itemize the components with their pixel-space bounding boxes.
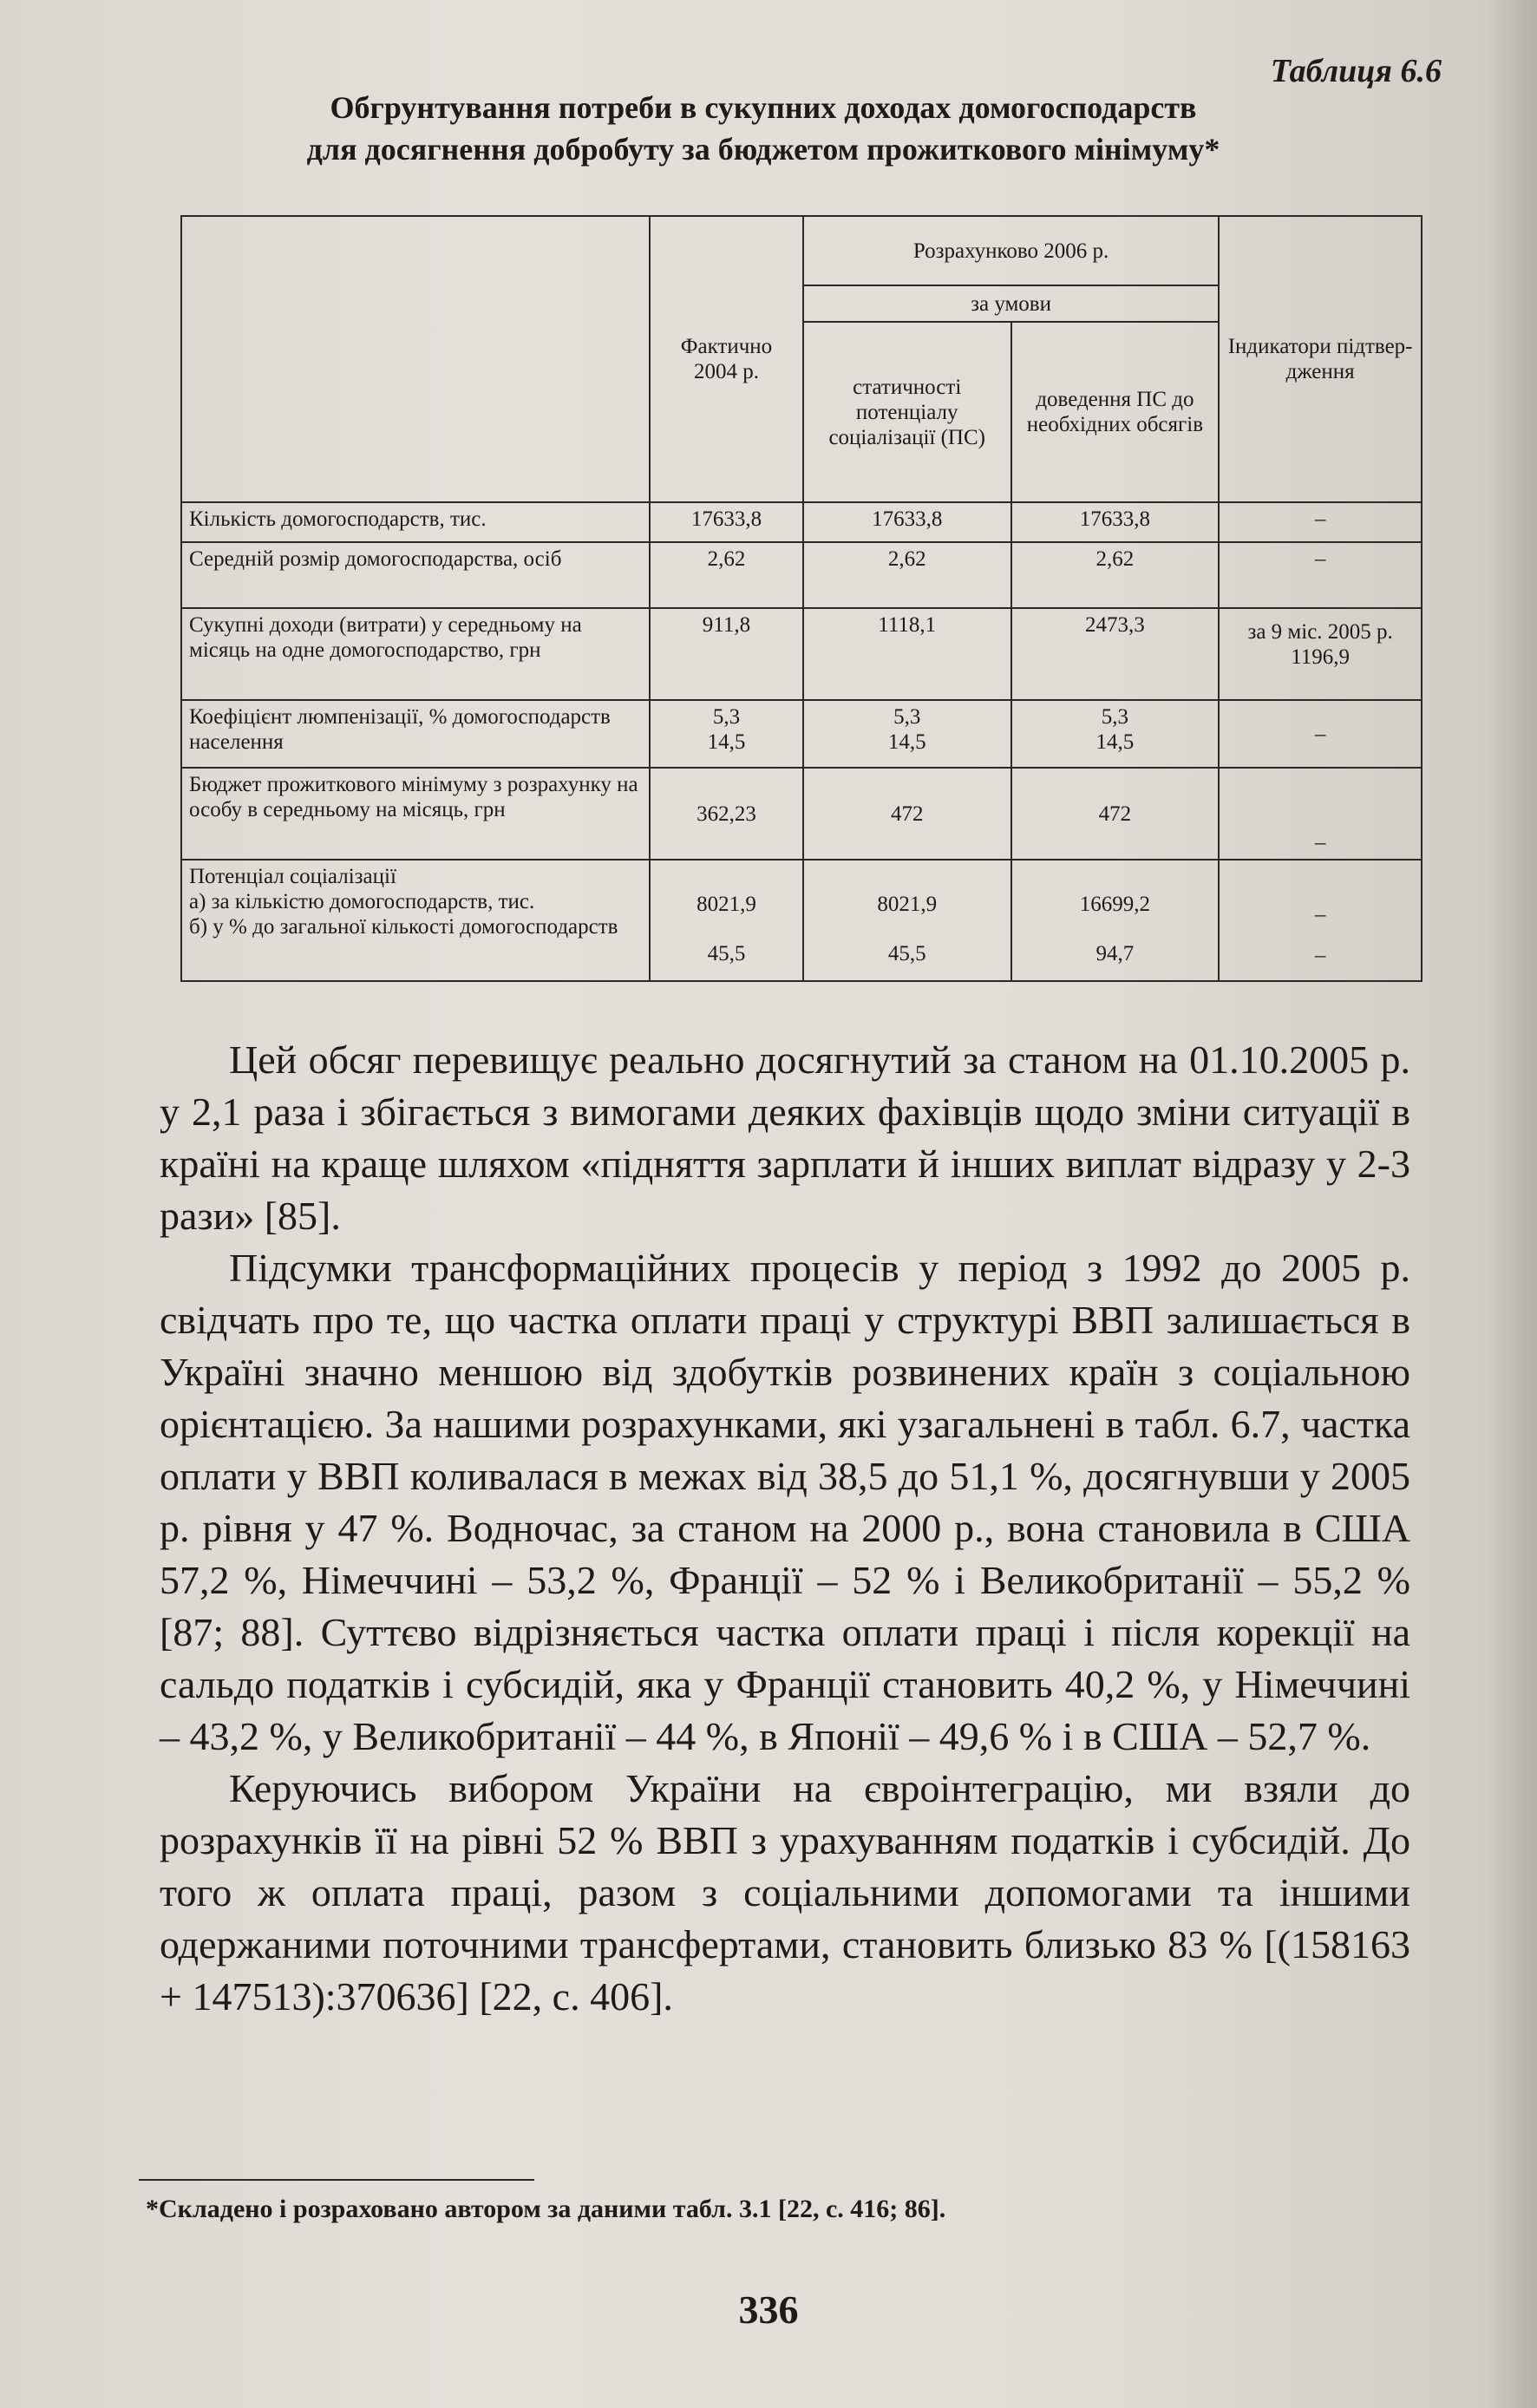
- cell-indicator: –: [1219, 768, 1422, 860]
- cell-static: 2,62: [803, 542, 1011, 608]
- page-number: 336: [738, 2287, 799, 2332]
- cell-value: –: [1314, 944, 1326, 967]
- header-actual: Фактично 2004 р.: [650, 216, 803, 502]
- cell-bring: [1011, 700, 1220, 768]
- data-table: [180, 215, 1423, 982]
- row-label: Бюджет прожиткового мінімуму з розрахунку на особу в середньому на місяць, грн: [181, 768, 650, 860]
- cell-static: [803, 700, 1011, 768]
- row-label: Кількість домогосподарств, тис.: [181, 502, 650, 542]
- footnote-divider: [139, 2179, 534, 2181]
- cell-indicator: –: [1219, 502, 1422, 542]
- cell-actual: [650, 860, 803, 981]
- cell-static: 17633,8: [803, 502, 1011, 542]
- paragraph: Цей обсяг перевищує реально досягнутий за станом на 01.10.2005 р. у 2,1 раза і збігається з вимогами деяких фахівців щодо зміни ситуації в країні на краще шляхом «підняття зарплати й інших виплат відразу у 2-3 рази» [85].: [160, 1037, 1410, 1238]
- cell-value: 45,5: [707, 942, 746, 965]
- header-static: статичності потенціалу соціалізації (ПС): [803, 322, 1011, 502]
- cell-value: 5,3: [1101, 705, 1129, 729]
- cell-actual: 17633,8: [650, 502, 803, 542]
- indicator-value: 1196,9: [1291, 645, 1351, 669]
- row-label: Середній розмір домогосподарства, осіб: [181, 542, 650, 608]
- cell-value: –: [1314, 903, 1326, 926]
- header-bring: доведення ПС до необхідних обсягів: [1011, 322, 1220, 502]
- table-row: [181, 700, 1422, 768]
- cell-value: 14,5: [1096, 730, 1135, 754]
- cell-value: 45,5: [887, 942, 926, 965]
- paragraph: Керуючись вибором України на євроінтеграцію, ми взяли до розрахунків її на рівні 52 % ВВП з урахуванням податків і субсидій. До того ж оплата праці, разом з соціальними допомогами та іншими одержаними поточними трансфертами, становить близько 83 % [(158163 + 147513):370636] [22, с. 406].: [160, 1766, 1410, 2019]
- cell-value: 16699,2: [1079, 893, 1151, 916]
- table-header-row: [181, 216, 1422, 285]
- row-label-line: а) за кількістю домогосподарств, тис.: [189, 890, 535, 913]
- cell-bring: 17633,8: [1011, 502, 1220, 542]
- row-label: [181, 860, 650, 981]
- table-title: [173, 87, 1353, 170]
- row-label-line: б) у % до загальної кількості домогосподарств: [189, 915, 618, 939]
- cell-actual: 362,23: [650, 768, 803, 860]
- cell-actual: 911,8: [650, 608, 803, 700]
- table-title-line: Обгрунтування потреби в сукупних доходах домогосподарств: [330, 90, 1197, 125]
- header-estimated: Розрахунково 2006 р.: [803, 216, 1219, 285]
- cell-value: 5,3: [712, 705, 741, 729]
- table-row: [181, 542, 1422, 608]
- header-condition: за умови: [803, 285, 1219, 322]
- cell-bring: 2,62: [1011, 542, 1220, 608]
- table-row: [181, 860, 1422, 981]
- cell-indicator: [1219, 608, 1422, 700]
- paragraph: Підсумки трансформаційних процесів у період з 1992 до 2005 р. свідчать про те, що частка оплати праці у структурі ВВП залишається в Україні значно меншою від здобутків розвинених країн з соціальною орієнтацією. За нашими розрахунками, які узагальнені в табл. 6.7, частка оплати у ВВП коливалася в межах від 38,5 до 51,1 %, досягнувши у 2005 р. рівня у 47 %. Водночас, за станом на 2000 р., вона становила в США 57,2 %, Німеччині – 53,2 %, Франції – 52 % і Великобританії – 55,2 % [87; 88]. Суттєво відрізняється частка оплати праці і після корекції на сальдо податків і субсидій, яка у Франції становить 40,2 %, у Німеччині – 43,2 %, у Великобританії – 44 %, в Японії – 49,6 % і в США – 52,7 %.: [160, 1246, 1410, 1758]
- cell-actual: 2,62: [650, 542, 803, 608]
- header-empty: [181, 216, 650, 502]
- cell-static: 1118,1: [803, 608, 1011, 700]
- cell-indicator: –: [1219, 542, 1422, 608]
- page-gutter-shadow: [1485, 0, 1537, 2408]
- cell-static: 472: [803, 768, 1011, 860]
- row-label: Коефіцієнт люмпенізації, % домогосподарств населення: [181, 700, 650, 768]
- cell-value: 14,5: [707, 730, 746, 754]
- row-label: Сукупні доходи (витрати) у середньому на місяць на одне домогосподарство, грн: [181, 608, 650, 700]
- footnote: *Складено і розраховано автором за даними табл. 3.1 [22, с. 416; 86].: [146, 2195, 946, 2223]
- cell-bring: 472: [1011, 768, 1220, 860]
- table-title-line: для досягнення добробуту за бюджетом прожиткового мінімуму*: [306, 132, 1220, 167]
- indicator-period: за 9 міс. 2005 р.: [1247, 620, 1393, 644]
- table-row: [181, 502, 1422, 542]
- cell-static: [803, 860, 1011, 981]
- table-row: [181, 768, 1422, 860]
- body-text: [160, 1034, 1410, 2023]
- row-label-line: Потенціал соціалізації: [189, 865, 396, 888]
- cell-value: 94,7: [1096, 942, 1135, 965]
- cell-indicator: [1219, 860, 1422, 981]
- header-indicators: Індикатори підтвер-дження: [1219, 216, 1422, 502]
- table-row: [181, 608, 1422, 700]
- cell-bring: 2473,3: [1011, 608, 1220, 700]
- cell-value: 5,3: [893, 705, 921, 729]
- cell-value: 8021,9: [697, 893, 756, 916]
- cell-indicator: –: [1219, 700, 1422, 768]
- cell-bring: [1011, 860, 1220, 981]
- cell-value: 14,5: [887, 730, 926, 754]
- table-label: Таблиця 6.6: [1270, 53, 1442, 89]
- cell-value: 8021,9: [877, 893, 938, 916]
- cell-actual: [650, 700, 803, 768]
